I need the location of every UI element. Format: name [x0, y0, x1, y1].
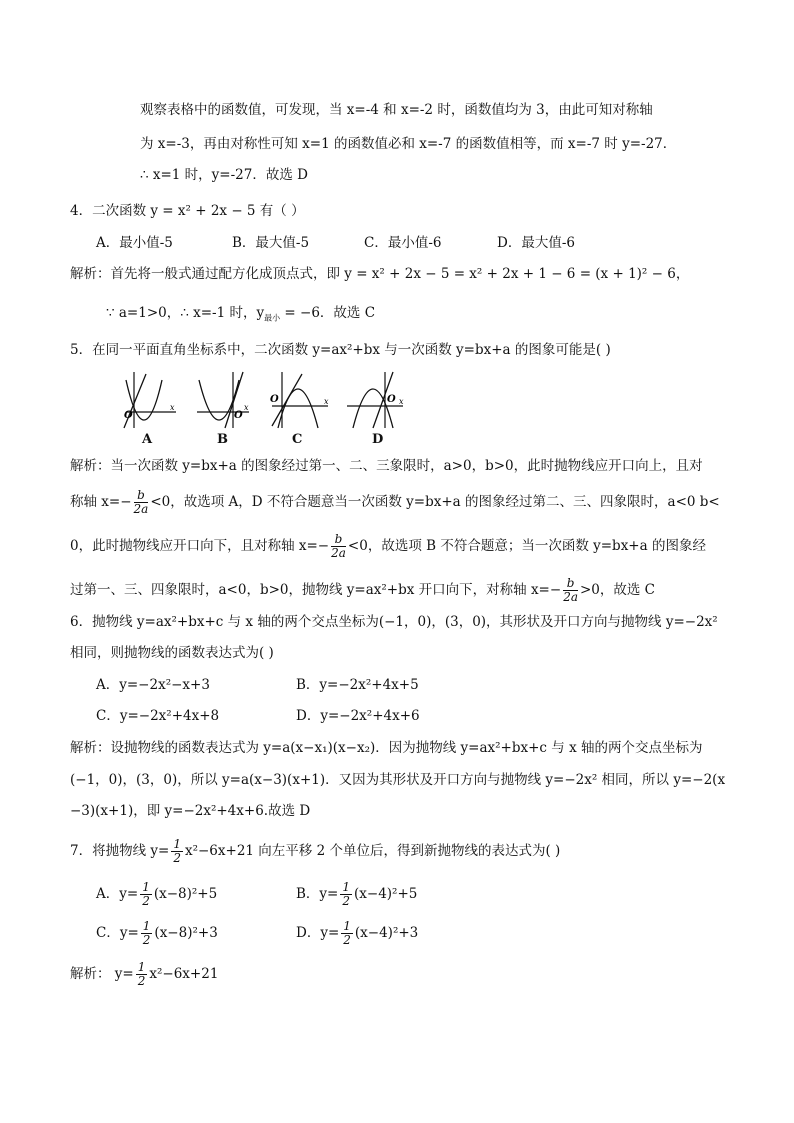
- analysis-5-line1: 解析：当一次函数 y=bx+a 的图象经过第一、二、三象限时，a>0，b>0，此时抛物线应开口向上，且对: [70, 458, 703, 474]
- svg-text:x: x: [399, 397, 404, 406]
- svg-text:O: O: [124, 410, 133, 421]
- fraction: [341, 920, 353, 947]
- svg-text:O: O: [387, 394, 396, 405]
- fraction-denominator: 2: [342, 894, 350, 908]
- text-line: ∴ x=1 时，y=-27．故选 D: [140, 167, 308, 183]
- fraction-numerator: 1: [342, 880, 350, 894]
- text-line: 为 x=-3，再由对称性可知 x=1 的函数值必和 x=-7 的函数值相等，而 x=-7 时 y=-27．: [140, 136, 677, 152]
- fraction-denominator: 2: [343, 933, 351, 947]
- svg-text:O: O: [234, 410, 243, 421]
- fraction-denominator: 2a: [133, 502, 149, 516]
- fraction-numerator: b: [134, 489, 149, 503]
- option-b: [296, 881, 417, 908]
- text-fragment: (x−4)²+3: [354, 925, 419, 941]
- text-fragment: (x−8)²+3: [154, 925, 218, 941]
- graph-b: [197, 372, 249, 428]
- graph-label-c: C: [292, 432, 303, 447]
- fraction-numerator: 1: [137, 960, 146, 974]
- conclusion-4: [106, 303, 375, 329]
- option-b: B．最大值-5: [232, 235, 310, 251]
- graph-options: [118, 370, 418, 450]
- analysis-6-line1: 解析：设抛物线的函数表达式为 y=a(x−x₁)(x−x₂)．因为抛物线 y=ax²+bx+c 与 x 轴的两个交点坐标为: [70, 740, 703, 756]
- text-fragment: (x−8)²+5: [153, 886, 218, 902]
- conclusion-4-end: = −6．故选 C: [280, 305, 376, 321]
- option-a: A．最小值-5: [96, 235, 173, 251]
- fraction-denominator: 2: [142, 933, 151, 947]
- text-fragment: 解析： y=: [70, 966, 134, 982]
- graph-d: [347, 372, 404, 428]
- fraction-numerator: b: [331, 533, 346, 547]
- graph-label-b: B: [217, 432, 228, 447]
- question-4: 4．二次函数 y = x² + 2x − 5 有（ ）: [70, 203, 305, 219]
- option-d: D．y=−2x²+4x+6: [296, 708, 420, 724]
- text-fragment: x²−6x+21 向左平移 2 个单位后，得到新抛物线的表达式为( ): [184, 843, 561, 859]
- fraction-numerator: 1: [142, 919, 151, 933]
- text-fragment: x²−6x+21: [149, 966, 219, 982]
- graph-label-a: A: [142, 432, 153, 447]
- subscript: 最小: [264, 313, 281, 323]
- svg-text:x: x: [170, 403, 175, 412]
- text-fragment: (x−4)²+5: [354, 886, 418, 902]
- fraction: [136, 961, 148, 988]
- option-d: D．最大值-6: [497, 235, 575, 251]
- fraction-denominator: 2a: [563, 590, 578, 604]
- option-b: B．y=−2x²+4x+5: [296, 677, 419, 693]
- fraction-denominator: 2a: [331, 546, 346, 560]
- fraction: [171, 838, 183, 865]
- text-fragment: A．y=: [96, 886, 139, 902]
- svg-text:x: x: [324, 397, 329, 406]
- graph-c: [270, 372, 329, 428]
- fraction: [140, 881, 152, 908]
- text-fragment: >0，故选 C: [579, 582, 656, 598]
- text-fragment: <0，故选项 B 不符合题意；当一次函数 y=bx+a 的图象经: [347, 538, 706, 554]
- option-c: C．最小值-6: [364, 235, 442, 251]
- option-a: A．y=−2x²−x+3: [96, 677, 210, 693]
- graph-a: [124, 372, 176, 428]
- fraction: [331, 533, 346, 560]
- text-fragment: B．y=: [296, 886, 339, 902]
- analysis-6-line2: (−1，0)，(3，0)，所以 y=a(x−3)(x+1)．又因为其形状及开口方向与抛物线 y=−2x² 相同，所以 y=−2(x: [70, 772, 726, 788]
- fraction: [340, 881, 352, 908]
- text-fragment: <0，故选项 A，D 不符合题意当一次函数 y=bx+a 的图象经过第二、三、四象限时，a<0 b<: [150, 494, 720, 510]
- fraction-numerator: 1: [142, 880, 150, 894]
- question-6-line1: 6．抛物线 y=ax²+bx+c 与 x 轴的两个交点坐标为(−1，0)，(3，0)，其形状及开口方向与抛物线 y=−2x²: [70, 614, 718, 630]
- fraction-numerator: 1: [343, 919, 351, 933]
- text-line: 观察表格中的函数值，可发现，当 x=-4 和 x=-2 时，函数值均为 3，由此可知对称轴: [140, 102, 653, 118]
- svg-text:x: x: [244, 403, 249, 412]
- fraction-denominator: 2: [137, 974, 146, 988]
- option-d: [296, 920, 418, 947]
- option-c: C．y=−2x²+4x+8: [96, 708, 220, 724]
- text-fragment: D．y=: [296, 925, 340, 941]
- fraction-denominator: 2: [142, 894, 150, 908]
- fraction-numerator: b: [563, 577, 578, 591]
- graphs-svg: [118, 370, 418, 430]
- analysis-4: 解析：首先将一般式通过配方化成顶点式，即 y = x² + 2x − 5 = x² + 2x + 1 − 6 = (x + 1)² − 6，: [70, 266, 690, 282]
- fraction: [141, 920, 153, 947]
- fraction-numerator: 1: [173, 837, 181, 851]
- fraction: [563, 577, 578, 604]
- svg-text:O: O: [270, 394, 279, 405]
- option-c: [96, 920, 218, 947]
- text-fragment: 称轴 x=−: [70, 494, 132, 510]
- option-a: [96, 881, 217, 908]
- graph-label-d: D: [372, 432, 384, 447]
- text-fragment: 过第一、三、四象限时，a<0，b>0，抛物线 y=ax²+bx 开口向下，对称轴 x=−: [70, 582, 562, 598]
- text-fragment: 7．将抛物线 y=: [70, 843, 170, 859]
- analysis-6-line3: −3)(x+1)，即 y=−2x²+4x+6.故选 D: [70, 803, 311, 819]
- analysis-7: [70, 961, 218, 988]
- fraction-denominator: 2: [173, 851, 181, 865]
- analysis-5-line3: [70, 533, 706, 560]
- question-7: [70, 838, 560, 865]
- text-fragment: 0，此时抛物线应开口向下，且对称轴 x=−: [70, 538, 330, 554]
- analysis-5-line4: [70, 577, 655, 604]
- question-5: 5．在同一平面直角坐标系中，二次函数 y=ax²+bx 与一次函数 y=bx+a 的图象可能是( ): [70, 342, 611, 358]
- analysis-5-line2: [70, 489, 720, 516]
- question-6-line2: 相同，则抛物线的函数表达式为( ): [70, 645, 274, 661]
- fraction: [134, 489, 149, 516]
- text-fragment: C．y=: [96, 925, 139, 941]
- conclusion-4-text: ∵ a=1>0，∴ x=-1 时，y: [106, 305, 265, 321]
